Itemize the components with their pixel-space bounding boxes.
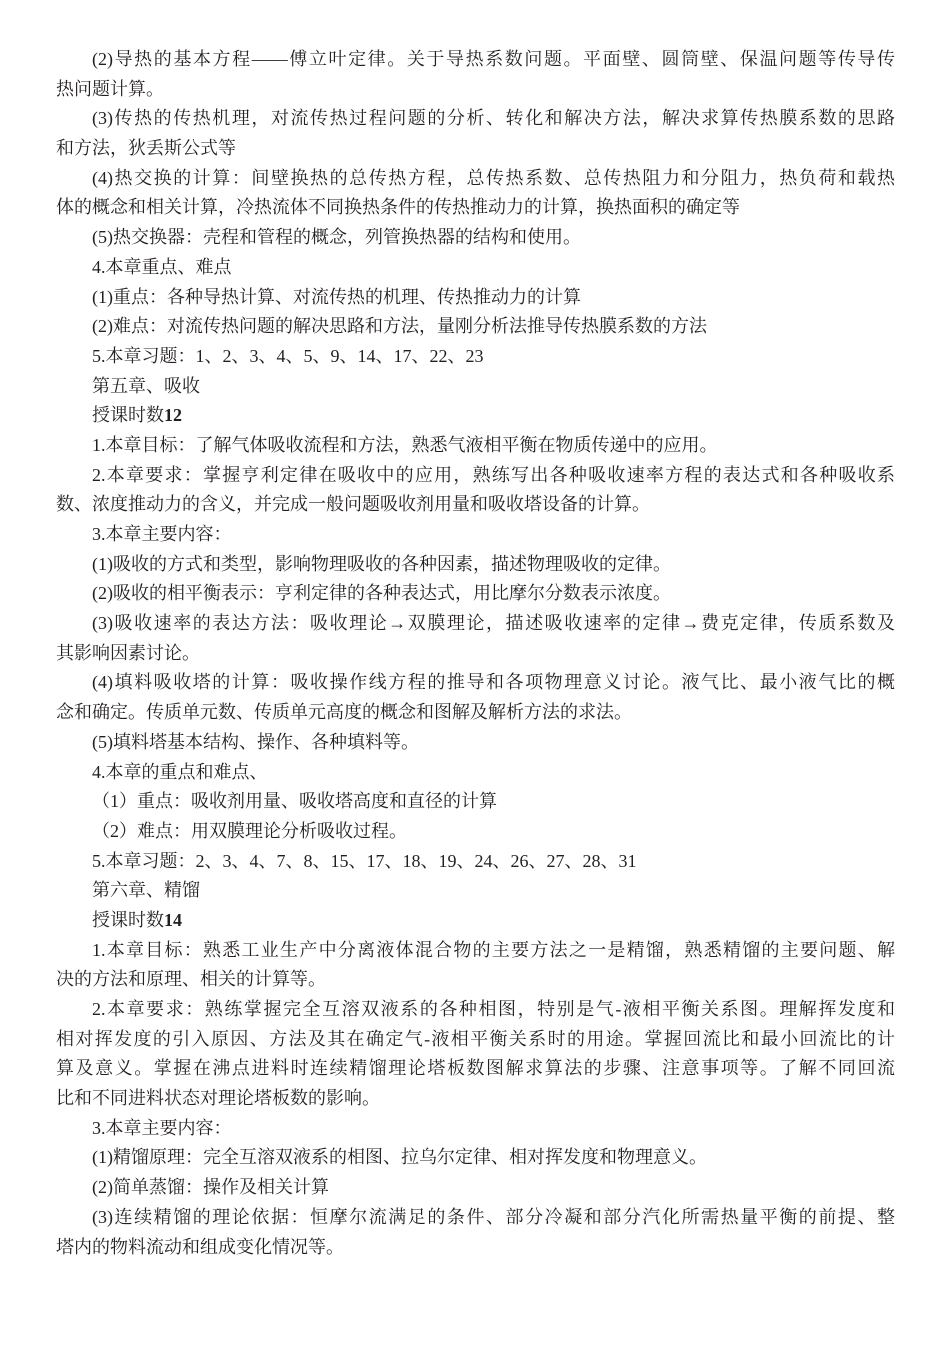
paragraph-line: 体的概念和相关计算，冷热流体不同换热条件的传热推动力的计算，换热面积的确定等 <box>56 197 740 218</box>
paragraph-heat-transfer-mechanism <box>56 104 895 163</box>
paragraph-line: 和方法，狄丢斯公式等 <box>56 138 236 159</box>
paragraph-line: (2)吸收的相平衡表示：亨利定律的各种表达式，用比摩尔分数表示浓度。 <box>92 583 671 604</box>
paragraph-line: 4.本章的重点和难点、 <box>92 761 268 782</box>
paragraph-line: 1.本章目标：熟悉工业生产中分离液体混合物的主要方法之一是精馏，熟悉精馏的主要问题、解 <box>92 939 895 960</box>
teaching-hours-label: 授课时数 <box>92 909 164 930</box>
paragraph-line: 2.本章要求：掌握亨利定律在吸收中的应用，熟练写出各种吸收速率方程的表达式和各种吸收系 <box>92 464 895 485</box>
paragraph-line: 第五章、吸收 <box>92 375 200 396</box>
paragraph-content-item <box>56 550 895 580</box>
document-page <box>56 45 895 1262</box>
paragraph-line: (3)吸收速率的表达方法：吸收理论→双膜理论，描述吸收速率的定律→费克定律，传质系数及 <box>92 613 895 634</box>
paragraph-key-point <box>56 283 895 313</box>
paragraph-line: 5.本章习题：2、3、4、7、8、15、17、18、19、24、26、27、28、31 <box>92 850 637 871</box>
paragraph-line: (4)热交换的计算：间壁换热的总传热方程，总传热系数、总传热阻力和分阻力，热负荷和载热 <box>92 167 895 188</box>
paragraph-line: (2)导热的基本方程——傅立叶定律。关于导热系数问题。平面壁、圆筒壁、保温问题等传导传 <box>92 49 895 69</box>
paragraph-line: (2)难点：对流传热问题的解决思路和方法，量刚分析法推导传热膜系数的方法 <box>92 316 707 337</box>
paragraph-line: (4)填料吸收塔的计算：吸收操作线方程的推导和各项物理意义讨论。液气比、最小液气比的概 <box>92 672 895 693</box>
paragraph-chapter-requirements <box>56 461 895 520</box>
paragraph-content-item <box>56 579 895 609</box>
paragraph-line: (1)重点：各种导热计算、对流传热的机理、传热推动力的计算 <box>92 286 581 307</box>
paragraph-heat-conduction-equation <box>56 45 895 104</box>
section-heading-main-content <box>56 520 895 550</box>
paragraph-line: 4.本章重点、难点 <box>92 256 232 277</box>
paragraph-line: 算及意义。掌握在沸点进料时连续精馏理论塔板数图解求算法的步骤、注意事项等。了解不同回流 <box>56 1058 895 1079</box>
paragraph-line: 念和确定。传质单元数、传质单元高度的概念和图解及解析方法的求法。 <box>56 702 632 723</box>
paragraph-line: (1)精馏原理：完全互溶双液系的相图、拉乌尔定律、相对挥发度和物理意义。 <box>92 1147 707 1168</box>
section-heading-main-content <box>56 1114 895 1144</box>
paragraph-line: 决的方法和原理、相关的计算等。 <box>56 969 326 990</box>
paragraph-content-item <box>56 1143 895 1173</box>
paragraph-line <box>56 906 895 936</box>
paragraph-line: 5.本章习题：1、2、3、4、5、9、14、17、22、23 <box>92 345 484 366</box>
paragraph-chapter-requirements <box>56 995 895 1114</box>
paragraph-line <box>56 401 895 431</box>
paragraph-line: 3.本章主要内容： <box>92 1117 232 1138</box>
teaching-hours <box>56 401 895 431</box>
paragraph-line: （1）重点：吸收剂用量、吸收塔高度和直径的计算 <box>92 791 497 812</box>
paragraph-difficult-point <box>56 817 895 847</box>
teaching-hours <box>56 906 895 936</box>
paragraph-chapter-goal <box>56 936 895 995</box>
paragraph-line: (5)填料塔基本结构、操作、各种填料等。 <box>92 731 419 752</box>
paragraph-line: 第六章、精馏 <box>92 880 200 901</box>
chapter-title-distillation <box>56 876 895 906</box>
paragraph-content-item <box>56 1203 895 1262</box>
paragraph-key-point <box>56 787 895 817</box>
paragraph-line: 2.本章要求：熟练掌握完全互溶双液系的各种相图，特别是气-液相平衡关系图。理解挥发度和 <box>92 999 895 1019</box>
paragraph-difficult-point <box>56 312 895 342</box>
paragraph-heat-exchanger <box>56 223 895 253</box>
teaching-hours-value: 12 <box>164 405 182 426</box>
paragraph-line: 比和不同进料状态对理论塔板数的影响。 <box>56 1088 380 1109</box>
paragraph-line: 3.本章主要内容： <box>92 524 232 544</box>
paragraph-content-item <box>56 1173 895 1203</box>
paragraph-line: (5)热交换器：壳程和管程的概念，列管换热器的结构和使用。 <box>92 227 581 248</box>
paragraph-content-item <box>56 668 895 727</box>
section-heading-key-points <box>56 253 895 283</box>
paragraph-line: (2)简单蒸馏：操作及相关计算 <box>92 1177 329 1198</box>
paragraph-line: 其影响因素讨论。 <box>56 642 200 663</box>
paragraph-content-item <box>56 609 895 668</box>
section-heading-key-points <box>56 758 895 788</box>
teaching-hours-label: 授课时数 <box>92 405 164 426</box>
paragraph-chapter-goal <box>56 431 895 461</box>
paragraph-line: (3)连续精馏的理论依据：恒摩尔流满足的条件、部分冷凝和部分汽化所需热量平衡的前提、整 <box>92 1206 895 1227</box>
paragraph-line: (3)传热的传热机理，对流传热过程问题的分析、转化和解决方法，解决求算传热膜系数的思路 <box>92 108 895 129</box>
paragraph-content-item <box>56 728 895 758</box>
paragraph-line: （2）难点：用双膜理论分析吸收过程。 <box>92 820 407 841</box>
chapter-title-absorption <box>56 372 895 402</box>
paragraph-exercises <box>56 847 895 877</box>
paragraph-line: 数、浓度推动力的含义，并完成一般问题吸收剂用量和吸收塔设备的计算。 <box>56 494 650 515</box>
paragraph-exercises <box>56 342 895 372</box>
paragraph-line: 塔内的物料流动和组成变化情况等。 <box>56 1236 344 1257</box>
teaching-hours-value: 14 <box>164 909 182 930</box>
paragraph-line: (1)吸收的方式和类型，影响物理吸收的各种因素，描述物理吸收的定律。 <box>92 553 671 574</box>
paragraph-line: 1.本章目标：了解气体吸收流程和方法，熟悉气液相平衡在物质传递中的应用。 <box>92 434 718 455</box>
paragraph-line: 热问题计算。 <box>56 78 164 99</box>
paragraph-heat-exchange-calculation <box>56 164 895 223</box>
paragraph-line: 相对挥发度的引入原因、方法及其在确定气-液相平衡关系时的用途。掌握回流比和最小回流比的计 <box>56 1028 895 1049</box>
